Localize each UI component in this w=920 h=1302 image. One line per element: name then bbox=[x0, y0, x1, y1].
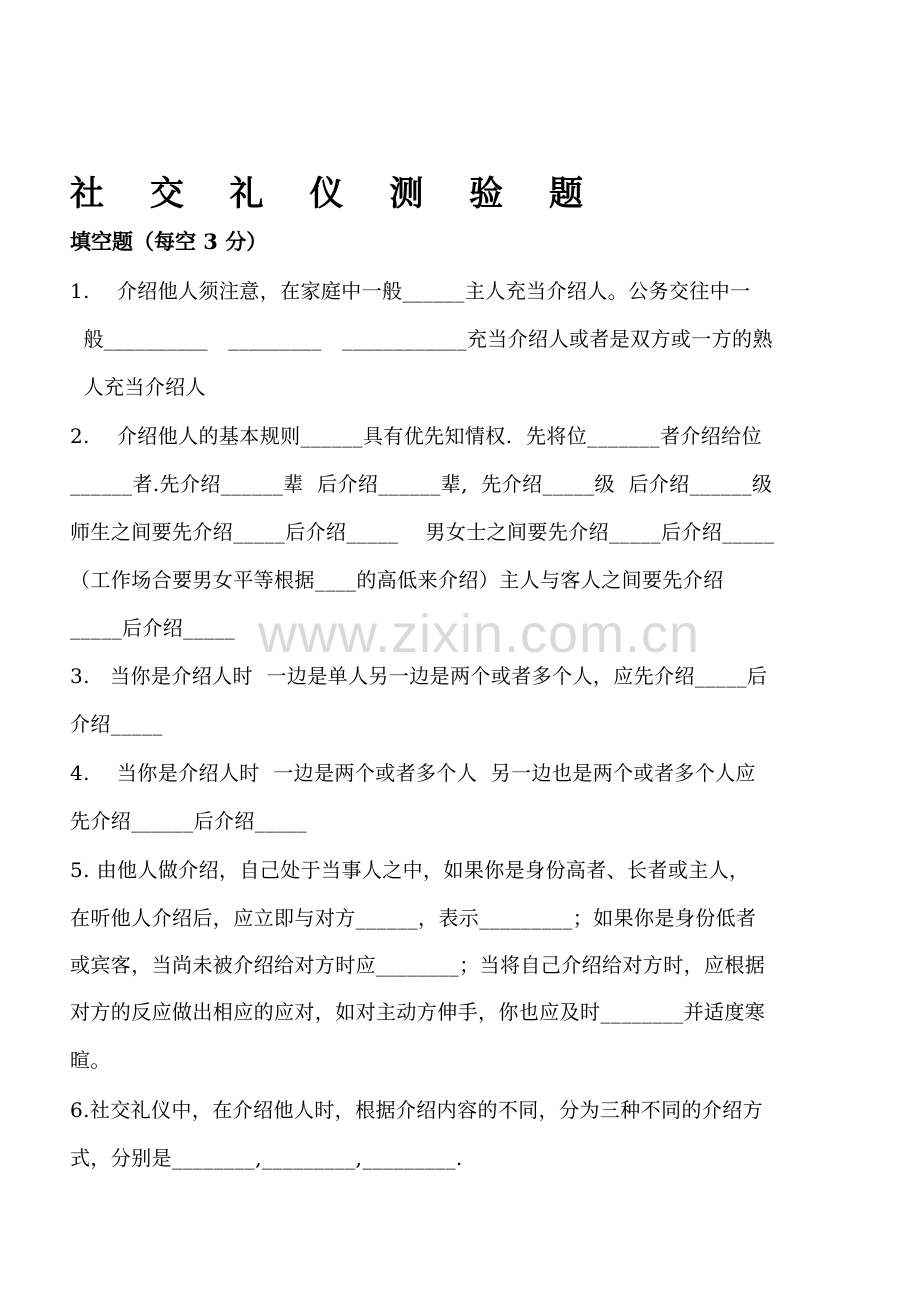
question-4-line-1: 4. 当你是介绍人时 一边是两个或者多个人 另一边也是两个或者多个人应 bbox=[70, 761, 756, 785]
question-2-line-5: _____后介绍_____ bbox=[70, 616, 236, 640]
question-6-line-1: 6.社交礼仪中，在介绍他人时，根据介绍内容的不同，分为三种不同的介绍方 bbox=[70, 1098, 764, 1122]
question-1-line-3: 人充当介绍人 bbox=[70, 375, 206, 399]
question-1-line-1: 1. 介绍他人须注意，在家庭中一般______主人充当介绍人。公务交往中一 bbox=[70, 279, 751, 303]
question-5-line-1: 5. 由他人做介绍，自己处于当事人之中，如果你是身份高者、长者或主人， bbox=[70, 858, 750, 882]
question-2-line-1: 2. 介绍他人的基本规则______具有优先知情权. 先将位_______者介绍给位 bbox=[70, 424, 762, 448]
question-4-line-2: 先介绍______后介绍_____ bbox=[70, 809, 307, 833]
question-6-line-2: 式，分别是________,_________,_________. bbox=[70, 1146, 463, 1170]
question-5-line-4: 对方的反应做出相应的应对，如对主动方伸手，你也应及时________并适度寒 bbox=[70, 1000, 766, 1024]
document-title: 社 交 礼 仪 测 验 题 bbox=[70, 174, 601, 214]
question-3-line-2: 介绍_____ bbox=[70, 712, 163, 736]
section-heading: 填空题（每空 3 分） bbox=[70, 229, 268, 254]
question-2-line-4: （工作场合要男女平等根据____的高低来介绍）主人与客人之间要先介绍 bbox=[70, 568, 724, 592]
question-5-line-3: 或宾客，当尚未被介绍给对方时应________；当将自己介绍给对方时，应根据 bbox=[70, 953, 766, 977]
question-2-line-3: 师生之间要先介绍_____后介绍_____ 男女士之间要先介绍_____后介绍_____ bbox=[70, 520, 775, 544]
question-5-line-5: 暄。 bbox=[70, 1048, 111, 1072]
question-3-line-1: 3. 当你是介绍人时 一边是单人另一边是两个或者多个人，应先介绍_____后 bbox=[70, 664, 768, 688]
question-2-line-2: ______者.先介绍______辈 后介绍______辈, 先介绍_____级 后介绍______级 bbox=[70, 472, 773, 496]
watermark: www.zixin.com.cn bbox=[258, 604, 701, 664]
question-1-line-2: 般__________ _________ ____________充当介绍人或者是双方或一方的熟 bbox=[70, 327, 773, 351]
question-5-line-2: 在听他人介绍后，应立即与对方______，表示_________；如果你是身份低者 bbox=[70, 906, 757, 930]
